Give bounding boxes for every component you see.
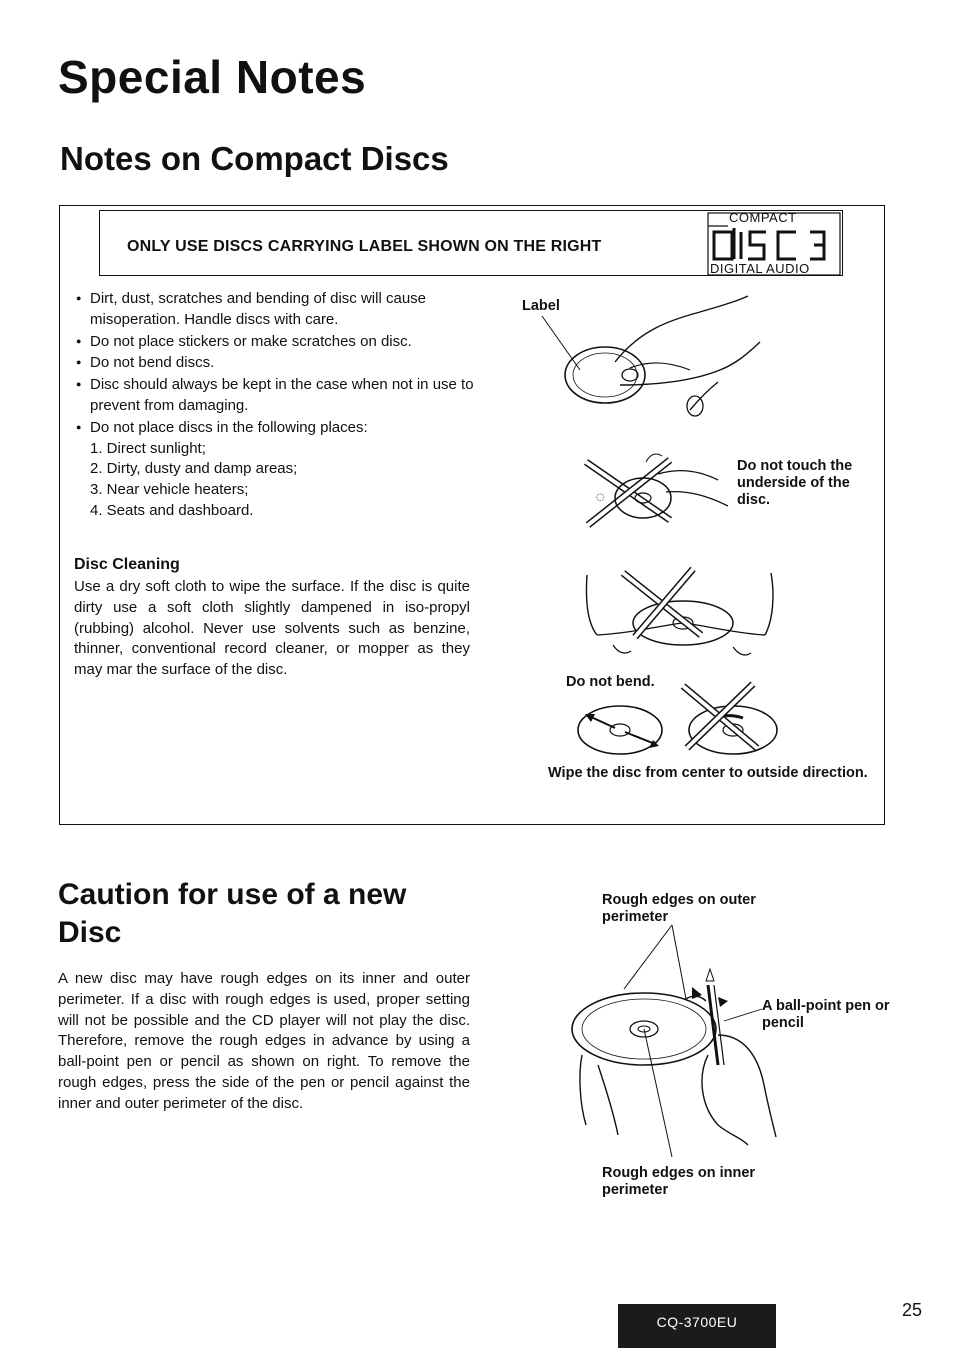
page-title: Special Notes — [58, 51, 367, 103]
bullet-item-text: Do not place discs in the following places: — [90, 418, 368, 436]
pen-caption: A ball-point pen or pencil — [762, 998, 890, 1031]
logo-text-digital-audio: DIGITAL AUDIO — [710, 261, 810, 276]
do-not-bend-caption: Do not bend. — [566, 674, 655, 690]
disc-cleaning-text: Use a dry soft cloth to wipe the surface. If the disc is quite dirty use a soft cloth slightly dampened in iso-propyl (rubbing) alcohol. Never use solvents such as benzine, thinner, conventional record cleaner, or mopper as they may mar the surface of the disc. — [74, 578, 470, 679]
model-badge: CQ-3700EU — [618, 1304, 776, 1348]
caution-heading: Caution for use of a new Disc — [58, 878, 407, 949]
disc-cleaning-heading: Disc Cleaning — [74, 556, 180, 573]
inner-edge-caption: Rough edges on inner perimeter — [602, 1165, 756, 1198]
section-title: Notes on Compact Discs — [60, 140, 449, 177]
place-item: 4. Seats and dashboard. — [90, 501, 254, 519]
bullet-item: ● Dirt, dust, scratches and bending of disc will cause misoperation. Handle discs with care. — [76, 288, 476, 331]
care-bullet-list — [76, 288, 476, 522]
place-item: 1. Direct sunlight; — [90, 439, 206, 457]
places-list — [90, 439, 476, 522]
logo-text-compact: COMPACT — [729, 210, 797, 225]
outer-edge-caption: Rough edges on outer perimeter — [602, 892, 756, 925]
svg-text:◌: ◌ — [596, 492, 605, 503]
do-not-bend-illustration — [583, 565, 783, 665]
bullet-item — [76, 417, 476, 522]
place-item: 3. Near vehicle heaters; — [90, 481, 249, 499]
bullet-item: ● Do not place stickers or make scratches on disc. — [76, 331, 476, 353]
page-number: 25 — [902, 1300, 923, 1320]
bullet-item: ● Do not bend discs. — [76, 352, 476, 374]
do-not-touch-illustration — [578, 440, 738, 550]
pen-removing-edges-illustration — [568, 925, 798, 1165]
caution-text: A new disc may have rough edges on its inner and outer perimeter. If a disc with rough edges is used, proper setting will not be possible and the CD player will not play the disc. Therefore, remove the rough edges in advance by using a ball-point pen or pencil as shown on right. To remove the rough edges, press the side of the pen or pencil against the inner and outer perimeter of the disc. — [58, 970, 470, 1112]
wipe-direction-illustration — [575, 678, 795, 768]
place-item: 2. Dirty, dusty and damp areas; — [90, 460, 298, 478]
do-not-touch-caption: Do not touch the underside of the disc. — [737, 458, 853, 508]
hand-holding-disc-illustration — [520, 290, 780, 430]
wipe-caption: Wipe the disc from center to outside direction. — [548, 765, 868, 781]
notice-text: ONLY USE DISCS CARRYING LABEL SHOWN ON THE RIGHT — [127, 238, 602, 255]
bullet-item: ● Disc should always be kept in the case when not in use to prevent from damaging. — [76, 374, 476, 417]
label-caption: Label — [522, 298, 560, 314]
